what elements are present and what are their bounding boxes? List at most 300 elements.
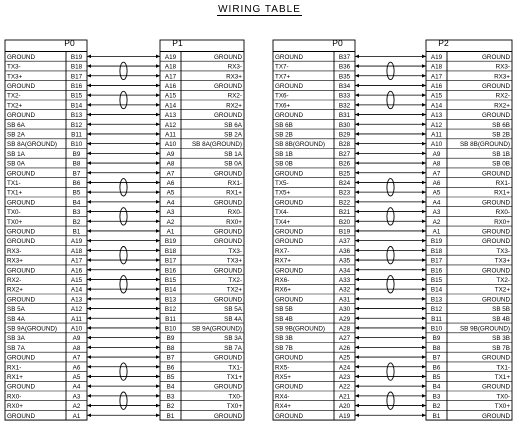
right-pin-number: A1 (166, 228, 175, 236)
right-pin-number: A2 (432, 218, 441, 226)
left-pin-number: A29 (338, 315, 351, 323)
left-pin-number: A37 (338, 238, 351, 246)
wire-arrow-right (422, 249, 426, 253)
wire-arrow-left (355, 190, 359, 194)
wire-arrow-left (355, 152, 359, 156)
wire-arrow-right (422, 93, 426, 97)
twisted-pair-loop (120, 392, 127, 409)
right-pin-number: B10 (164, 325, 177, 333)
right-signal-name: TX2- (496, 276, 510, 284)
left-signal-name: TX3+ (7, 73, 23, 81)
left-signal-name: SB 4B (275, 315, 293, 323)
left-signal-name: TX7- (275, 63, 289, 71)
wire-arrow-right (156, 307, 160, 311)
wire-arrow-right (422, 132, 426, 136)
wire-arrow-right (156, 355, 160, 359)
wire-arrow-right (156, 103, 160, 107)
left-pin-number: A33 (338, 276, 351, 284)
left-pin-number: B32 (338, 102, 351, 110)
left-signal-name: GROUND (275, 228, 303, 236)
left-signal-name: GROUND (275, 238, 303, 246)
right-signal-name: GROUND (214, 354, 242, 362)
right-signal-name: SB 3B (492, 335, 510, 343)
right-signal-name: TX3- (496, 247, 510, 255)
left-signal-name: TX2- (7, 92, 21, 100)
right-pin-number: A7 (166, 170, 175, 178)
right-signal-name: TX0- (496, 393, 510, 401)
wire-arrow-left (87, 74, 91, 78)
left-signal-name: TX5- (275, 179, 289, 187)
right-pin-number: A17 (430, 73, 443, 81)
right-signal-name: GROUND (214, 383, 242, 391)
wire-arrow-right (156, 161, 160, 165)
wire-arrow-left (87, 181, 91, 185)
right-pin-number: A7 (432, 170, 441, 178)
right-signal-name: RX0+ (494, 218, 510, 226)
left-signal-name: TX7+ (275, 73, 291, 81)
right-pin-number: A3 (432, 209, 441, 217)
left-pin-number: A36 (338, 247, 351, 255)
wire-arrow-left (87, 84, 91, 88)
right-pin-number: B18 (164, 247, 177, 255)
right-signal-name: GROUND (482, 296, 510, 304)
left-signal-name: SB 3A (7, 335, 25, 343)
right-pin-number: B4 (432, 383, 441, 391)
wire-arrow-left (355, 287, 359, 291)
wire-arrow-left (355, 200, 359, 204)
wire-arrow-left (87, 384, 91, 388)
wire-arrow-right (156, 326, 160, 330)
twisted-pair-loop (120, 363, 127, 380)
left-pin-number: B22 (338, 199, 351, 207)
right-pin-number: A8 (166, 160, 175, 168)
right-signal-name: TX1- (496, 364, 510, 372)
wire-arrow-left (355, 258, 359, 262)
wire-arrow-right (422, 190, 426, 194)
left-signal-name: SB 0B (275, 160, 293, 168)
wire-arrow-right (156, 297, 160, 301)
left-pin-number: B13 (70, 112, 83, 120)
wire-arrow-right (156, 55, 160, 59)
wire-arrow-left (355, 93, 359, 97)
wire-arrow-left (87, 171, 91, 175)
wire-arrow-left (355, 74, 359, 78)
wire-arrow-left (87, 64, 91, 68)
left-signal-name: GROUND (275, 199, 303, 207)
left-signal-name: SB 5B (275, 306, 293, 314)
wire-arrow-left (355, 171, 359, 175)
right-pin-number: B9 (166, 335, 175, 343)
right-signal-name: TX3+ (226, 257, 242, 265)
wire-arrow-left (355, 326, 359, 330)
wire-arrow-left (355, 210, 359, 214)
right-signal-name: GROUND (214, 228, 242, 236)
left-pin-number: B16 (70, 82, 83, 90)
right-pin-number: B10 (430, 325, 443, 333)
right-pin-number: B8 (432, 344, 441, 352)
right-signal-name: TX0+ (494, 403, 510, 411)
left-signal-name: SB 7B (275, 344, 293, 352)
right-pin-number: B13 (430, 296, 443, 304)
right-signal-name: RX0- (495, 209, 510, 217)
right-pin-number: B17 (164, 257, 177, 265)
right-signal-name: TX1- (228, 364, 242, 372)
wire-arrow-right (422, 181, 426, 185)
wire-arrow-right (422, 142, 426, 146)
right-pin-number: B16 (164, 267, 177, 275)
left-pin-number: A2 (72, 403, 81, 411)
right-pin-number: B7 (166, 354, 175, 362)
right-signal-name: SB 2B (492, 131, 510, 139)
left-signal-name: TX0+ (7, 218, 23, 226)
right-signal-name: TX0+ (226, 403, 242, 411)
left-pin-number: A8 (72, 344, 81, 352)
wire-arrow-right (422, 413, 426, 417)
wire-arrow-right (156, 384, 160, 388)
right-pin-number: B1 (166, 412, 175, 420)
wire-arrow-right (156, 278, 160, 282)
left-signal-name: GROUND (7, 296, 35, 304)
wire-arrow-right (156, 93, 160, 97)
right-signal-name: SB 1B (492, 150, 510, 158)
right-signal-name: SB 5B (492, 306, 510, 314)
left-signal-name: TX5+ (275, 189, 291, 197)
right-signal-name: RX3- (495, 63, 510, 71)
wire-arrow-right (156, 346, 160, 350)
wire-arrow-left (87, 297, 91, 301)
wire-arrow-left (87, 239, 91, 243)
wire-arrow-left (355, 122, 359, 126)
wire-arrow-right (156, 404, 160, 408)
left-pin-number: A9 (72, 335, 81, 343)
left-signal-name: GROUND (275, 296, 303, 304)
wire-arrow-left (355, 219, 359, 223)
left-signal-name: SB 1B (275, 150, 293, 158)
left-signal-name: SB 6A (7, 121, 25, 129)
left-signal-name: SB 4A (7, 315, 25, 323)
left-pin-number: A34 (338, 267, 351, 275)
right-pin-number: B2 (432, 403, 441, 411)
right-pin-number: B18 (430, 247, 443, 255)
wire-arrow-right (156, 64, 160, 68)
left-pin-number: B23 (338, 189, 351, 197)
left-pin-number: A10 (70, 325, 83, 333)
right-signal-name: GROUND (214, 112, 242, 120)
twisted-pair-loop (120, 91, 127, 108)
left-pin-number: A4 (72, 383, 81, 391)
left-pin-number: B37 (338, 53, 351, 61)
wire-arrow-right (422, 375, 426, 379)
right-pin-number: A8 (432, 160, 441, 168)
wire-arrow-right (422, 307, 426, 311)
right-pin-number: B2 (166, 403, 175, 411)
left-signal-name: GROUND (7, 412, 35, 420)
right-connector-label: P1 (172, 38, 183, 48)
left-pin-number: B9 (72, 150, 81, 158)
left-pin-number: B3 (72, 209, 81, 217)
left-pin-number: A32 (338, 286, 351, 294)
right-signal-name: GROUND (482, 112, 510, 120)
right-pin-number: A3 (166, 209, 175, 217)
left-pin-number: A17 (70, 257, 83, 265)
wire-arrow-left (87, 307, 91, 311)
right-pin-number: A4 (166, 199, 175, 207)
wire-arrow-left (355, 278, 359, 282)
left-signal-name: GROUND (7, 228, 35, 236)
wire-arrow-left (355, 103, 359, 107)
wire-arrow-left (87, 287, 91, 291)
left-signal-name: GROUND (275, 412, 303, 420)
right-signal-name: TX1+ (226, 373, 242, 381)
right-signal-name: GROUND (214, 238, 242, 246)
right-pin-number: A9 (432, 150, 441, 158)
left-pin-number: A16 (70, 267, 83, 275)
wire-arrow-left (355, 249, 359, 253)
wire-arrow-left (87, 210, 91, 214)
wire-arrow-right (422, 297, 426, 301)
right-signal-name: RX1- (227, 179, 242, 187)
left-pin-number: B30 (338, 121, 351, 129)
left-pin-number: B34 (338, 82, 351, 90)
wire-arrow-left (87, 268, 91, 272)
right-signal-name: RX1+ (226, 189, 242, 197)
left-connector-label: P0 (64, 38, 75, 48)
right-signal-name: RX2+ (226, 102, 242, 110)
wire-arrow-right (422, 346, 426, 350)
right-pin-number: B13 (164, 296, 177, 304)
wire-arrow-left (355, 113, 359, 117)
left-signal-name: GROUND (275, 354, 303, 362)
wire-arrow-left (87, 336, 91, 340)
right-signal-name: SB 0B (492, 160, 510, 168)
wire-arrow-right (156, 210, 160, 214)
left-pin-number: B12 (70, 121, 83, 129)
left-pin-number: B28 (338, 141, 351, 149)
wire-arrow-left (87, 413, 91, 417)
wire-arrow-right (156, 74, 160, 78)
right-signal-name: SB 5A (224, 306, 242, 314)
left-signal-name: TX1+ (7, 189, 23, 197)
left-pin-number: B5 (72, 189, 81, 197)
twisted-pair-loop (387, 276, 394, 293)
right-pin-number: A13 (430, 112, 443, 120)
left-pin-number: A5 (72, 373, 81, 381)
left-pin-number: A18 (70, 247, 83, 255)
left-signal-name: SB 8B(GROUND) (275, 141, 326, 149)
right-signal-name: SB 3A (224, 335, 242, 343)
wiring-table-1 (5, 38, 244, 420)
right-signal-name: GROUND (482, 412, 510, 420)
right-signal-name: GROUND (482, 82, 510, 90)
wire-arrow-left (355, 181, 359, 185)
left-signal-name: SB 5A (7, 306, 25, 314)
right-pin-number: A19 (430, 53, 443, 61)
wire-arrow-left (87, 375, 91, 379)
left-signal-name: SB 8A(GROUND) (7, 141, 58, 149)
left-signal-name: SB 6B (275, 121, 293, 129)
wire-arrow-left (87, 278, 91, 282)
wire-arrow-right (422, 210, 426, 214)
left-signal-name: GROUND (7, 354, 35, 362)
left-pin-number: B14 (70, 102, 83, 110)
left-pin-number: B21 (338, 209, 351, 217)
wire-arrow-right (422, 404, 426, 408)
right-pin-number: B4 (166, 383, 175, 391)
wire-arrow-right (156, 181, 160, 185)
wire-arrow-left (87, 161, 91, 165)
right-pin-number: B19 (430, 238, 443, 246)
wire-arrow-left (355, 404, 359, 408)
wire-arrow-left (355, 384, 359, 388)
wire-arrow-left (355, 84, 359, 88)
right-signal-name: RX1+ (494, 189, 510, 197)
wire-arrow-right (156, 365, 160, 369)
wire-arrow-left (355, 55, 359, 59)
left-signal-name: GROUND (275, 53, 303, 61)
left-pin-number: B19 (70, 53, 83, 61)
right-signal-name: GROUND (214, 267, 242, 275)
wire-arrow-left (355, 307, 359, 311)
wire-arrow-right (156, 219, 160, 223)
left-signal-name: RX1- (7, 364, 22, 372)
left-signal-name: GROUND (7, 170, 35, 178)
left-signal-name: GROUND (275, 170, 303, 178)
wire-arrow-right (156, 239, 160, 243)
right-pin-number: A5 (432, 189, 441, 197)
right-signal-name: GROUND (214, 170, 242, 178)
right-signal-name: RX2+ (494, 102, 510, 110)
right-pin-number: B11 (431, 315, 442, 323)
wire-arrow-left (87, 200, 91, 204)
wire-arrow-right (422, 268, 426, 272)
right-pin-number: B3 (166, 393, 175, 401)
left-pin-number: A22 (338, 383, 351, 391)
wire-arrow-left (87, 346, 91, 350)
right-pin-number: A14 (430, 102, 443, 110)
left-signal-name: RX6- (275, 276, 290, 284)
right-signal-name: RX3+ (494, 73, 510, 81)
wire-arrow-right (422, 316, 426, 320)
left-pin-number: B4 (72, 199, 81, 207)
left-signal-name: SB 3B (275, 335, 293, 343)
left-signal-name: GROUND (7, 199, 35, 207)
wire-arrow-left (355, 268, 359, 272)
left-pin-number: A11 (71, 315, 82, 323)
left-pin-number: B26 (338, 160, 351, 168)
wire-arrow-right (422, 336, 426, 340)
right-pin-number: A10 (430, 141, 443, 149)
left-signal-name: GROUND (275, 112, 303, 120)
left-signal-name: TX4+ (275, 218, 291, 226)
right-pin-number: B15 (430, 276, 443, 284)
right-signal-name: GROUND (482, 170, 510, 178)
left-pin-number: A31 (338, 296, 351, 304)
right-signal-name: TX3+ (494, 257, 510, 265)
left-signal-name: TX6+ (275, 102, 291, 110)
wire-arrow-left (355, 64, 359, 68)
left-pin-number: B33 (338, 92, 351, 100)
wire-arrow-right (422, 384, 426, 388)
right-connector-label: P2 (438, 38, 449, 48)
wire-arrow-right (422, 55, 426, 59)
right-pin-number: B14 (430, 286, 443, 294)
left-signal-name: SB 2B (275, 131, 293, 139)
wire-arrow-right (156, 316, 160, 320)
right-signal-name: SB 6A (224, 121, 242, 129)
wire-arrow-right (156, 200, 160, 204)
twisted-pair-loop (387, 91, 394, 108)
right-pin-number: B12 (430, 306, 443, 314)
left-pin-number: A30 (338, 306, 351, 314)
left-pin-number: A3 (72, 393, 81, 401)
right-signal-name: RX3- (227, 63, 242, 71)
right-pin-number: A16 (164, 82, 177, 90)
right-signal-name: GROUND (482, 238, 510, 246)
right-pin-number: A12 (430, 121, 443, 129)
wire-arrow-right (156, 132, 160, 136)
right-pin-number: A9 (166, 150, 175, 158)
left-signal-name: TX6- (275, 92, 289, 100)
wire-arrow-left (87, 219, 91, 223)
right-pin-number: B6 (432, 364, 441, 372)
wire-arrow-left (355, 394, 359, 398)
right-pin-number: B8 (166, 344, 175, 352)
left-pin-number: A23 (338, 373, 351, 381)
left-connector-label: P0 (332, 38, 343, 48)
left-signal-name: GROUND (7, 238, 35, 246)
wire-arrow-left (87, 122, 91, 126)
right-pin-number: B15 (164, 276, 177, 284)
wire-arrow-right (156, 171, 160, 175)
left-pin-number: B2 (72, 218, 81, 226)
right-pin-number: B3 (432, 393, 441, 401)
wire-arrow-right (156, 249, 160, 253)
wire-arrow-left (87, 103, 91, 107)
left-pin-number: A26 (338, 344, 351, 352)
twisted-pair-loop (387, 247, 394, 264)
wiring-table-2 (273, 38, 512, 420)
wire-arrow-left (355, 239, 359, 243)
left-signal-name: GROUND (7, 82, 35, 90)
right-pin-number: B16 (430, 267, 443, 275)
left-signal-name: RX0+ (7, 403, 23, 411)
right-pin-number: A18 (430, 63, 443, 71)
right-signal-name: RX2- (227, 92, 242, 100)
left-signal-name: GROUND (7, 53, 35, 61)
twisted-pair-loop (387, 363, 394, 380)
right-signal-name: RX2- (495, 92, 510, 100)
wire-arrow-right (422, 355, 426, 359)
right-pin-number: A6 (166, 179, 175, 187)
right-signal-name: SB 8A(GROUND) (191, 141, 242, 149)
twisted-pair-loop (120, 247, 127, 264)
wire-arrow-right (156, 336, 160, 340)
right-signal-name: SB 0A (224, 160, 242, 168)
left-pin-number: A25 (338, 354, 351, 362)
wire-arrow-left (87, 404, 91, 408)
wire-arrow-right (156, 122, 160, 126)
right-pin-number: B11 (165, 315, 176, 323)
left-pin-number: A24 (338, 364, 351, 372)
left-signal-name: RX7- (275, 247, 290, 255)
twisted-pair-loop (120, 276, 127, 293)
wire-arrow-left (355, 365, 359, 369)
left-signal-name: TX4- (275, 209, 289, 217)
left-signal-name: GROUND (275, 82, 303, 90)
wire-arrow-left (355, 346, 359, 350)
left-signal-name: RX3+ (7, 257, 23, 265)
wire-arrow-right (156, 84, 160, 88)
